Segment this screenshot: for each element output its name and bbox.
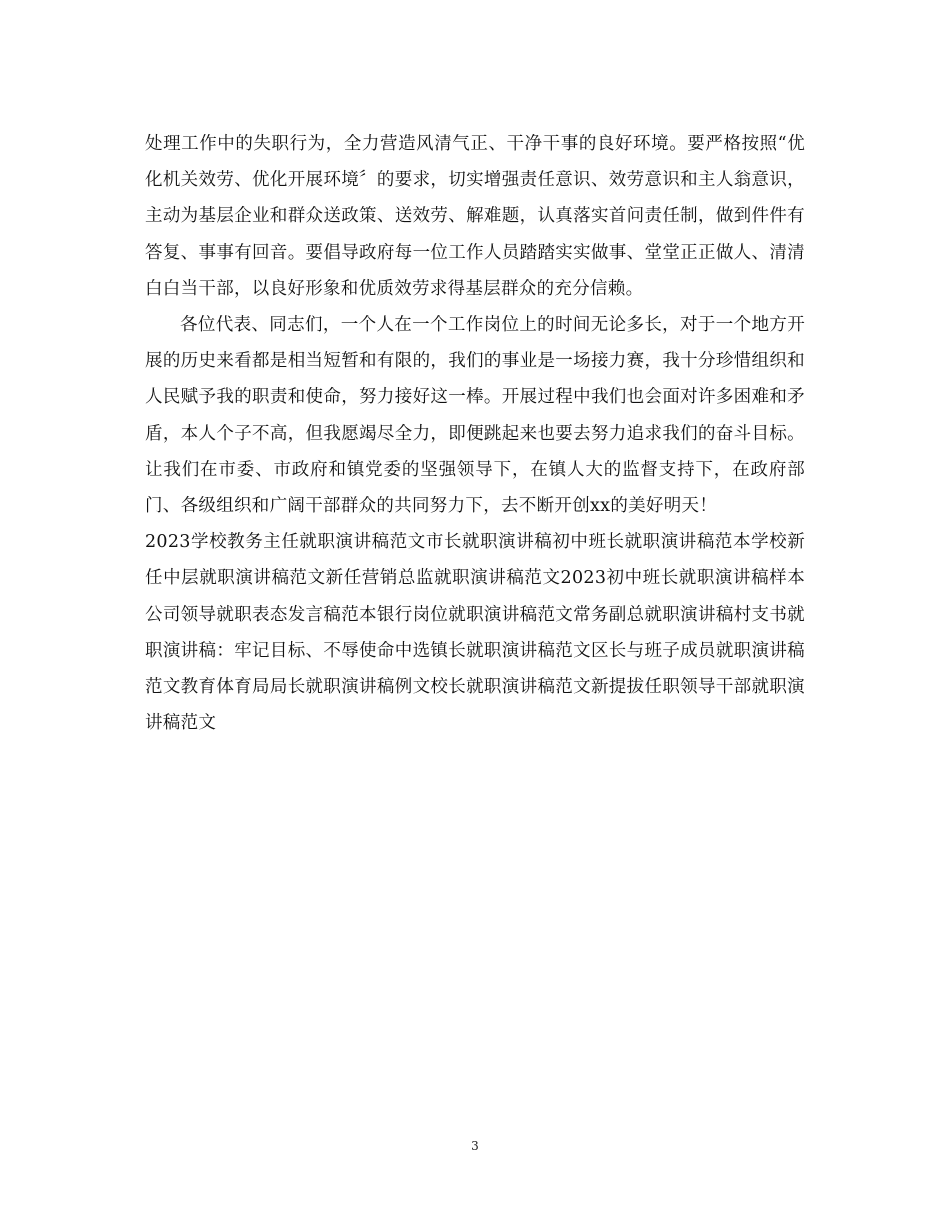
- document-body: [145, 126, 805, 741]
- related-articles-list: 2023学校教务主任就职演讲稿范文市长就职演讲稿初中班长就职演讲稿范本学校新任中层就职演讲稿范文新任营销总监就职演讲稿范文2023初中班长就职演讲稿样本公司领导就职表态发言稿范本银行岗位就职演讲稿范文常务副总就职演讲稿村支书就职演讲稿：牢记目标、不辱使命中选镇长就职演讲稿范文区长与班子成员就职演讲稿范文教育体育局局长就职演讲稿例文校长就职演讲稿范文新提拔任职领导干部就职演讲稿范文: [145, 532, 805, 734]
- page-number: 3: [471, 1139, 479, 1153]
- paragraph-continued: 处理工作中的失职行为，全力营造风清气正、干净干事的良好环境。要严格按照“优化机关效劳、优化开展环境〞的要求，切实增强责任意识、效劳意识和主人翁意识，主动为基层企业和群众送政策、送效劳、解难题，认真落实首问责任制，做到件件有答复、事事有回音。要倡导政府每一位工作人员踏踏实实做事、堂堂正正做人、清清白白当干部，以良好形象和优质效劳求得基层群众的充分信赖。: [145, 134, 805, 299]
- paragraph-closing-remarks: 各位代表、同志们，一个人在一个工作岗位上的时间无论多长，对于一个地方开展的历史来看都是相当短暂和有限的，我们的事业是一场接力赛，我十分珍惜组织和人民赋予我的职责和使命，努力接好这一棒。开展过程中我们也会面对许多困难和矛盾，本人个子不高，但我愿竭尽全力，即便跳起来也要去努力追求我们的奋斗目标。让我们在市委、市政府和镇党委的坚强领导下，在镇人大的监督支持下，在政府部门、各级组织和广阔干部群众的共同努力下，去不断开创xx的美好明天！: [145, 315, 805, 517]
